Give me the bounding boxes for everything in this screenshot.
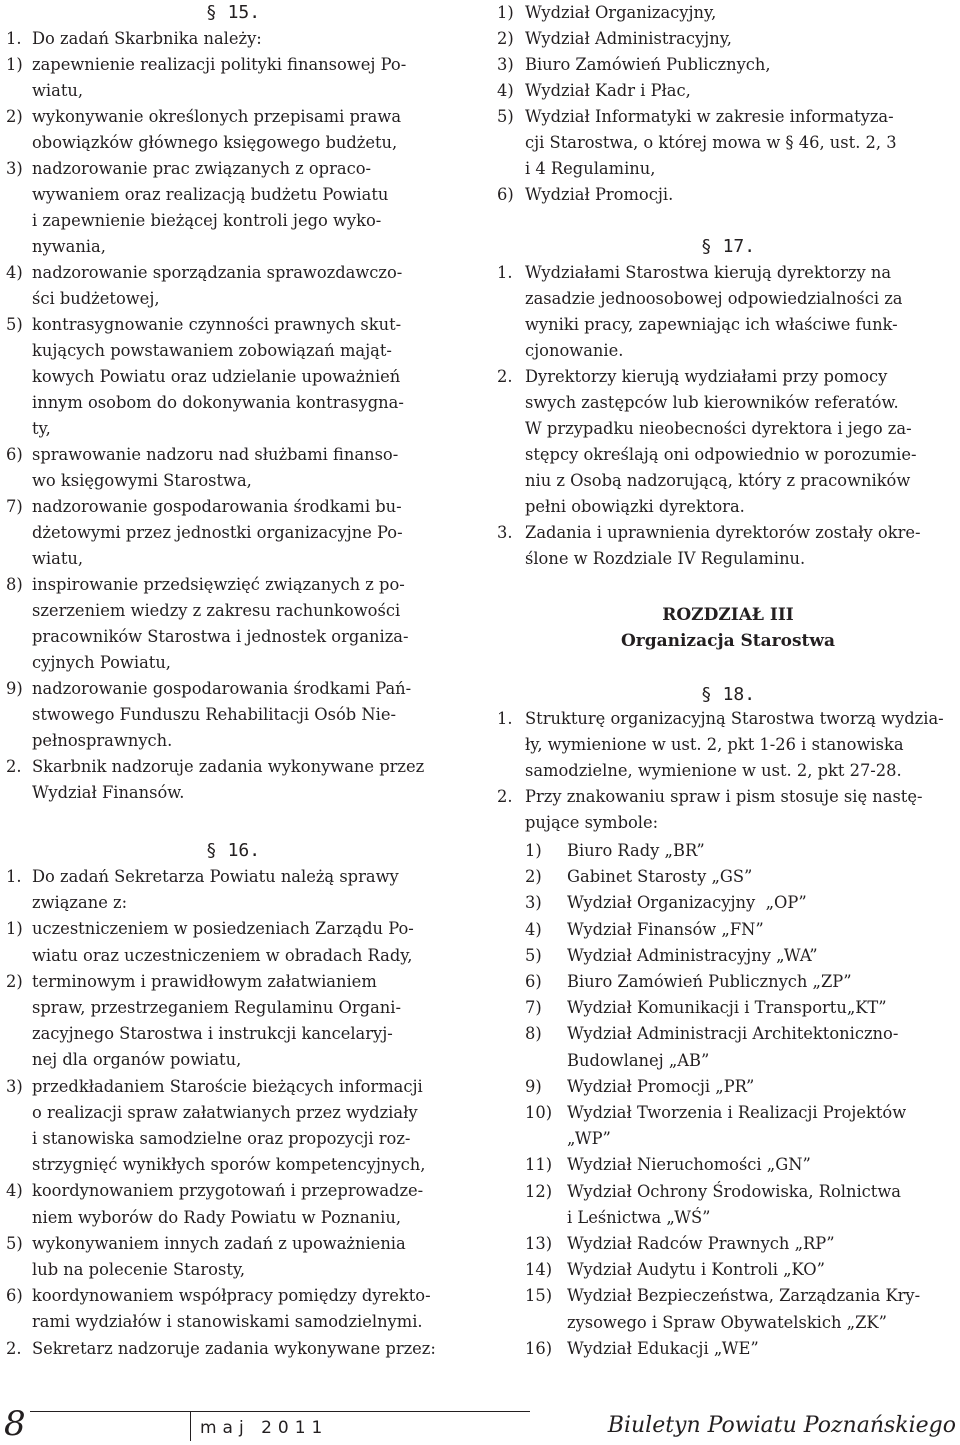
text-line: związane z: — [32, 893, 128, 913]
text-line: zapewnienie realizacji polityki finansowej Po- — [32, 55, 407, 74]
text-line: ślone w Rozdziale IV Regulaminu. — [525, 549, 806, 568]
footer-rule — [30, 1411, 530, 1412]
text-line: sprawowanie nadzoru nad służbami finanso- — [32, 445, 399, 464]
item-number: 6) — [6, 1286, 23, 1306]
text-line: Budowlanej „AB” — [567, 1050, 710, 1070]
text-line: o realizacji spraw załatwianych przez wydziały — [32, 1102, 418, 1122]
text-line: Do zadań Skarbnika należy: — [32, 29, 262, 48]
item-number: 2. — [497, 367, 513, 386]
item-number: 1. — [497, 263, 513, 282]
text-line: „WP” — [567, 1129, 611, 1149]
item-number: 9) — [6, 679, 23, 698]
item-number: 2) — [6, 107, 23, 126]
text-line: zysowego i Spraw Obywatelskich „ZK” — [567, 1312, 887, 1332]
text-line: przedkładaniem Staroście bieżących informacji — [32, 1076, 423, 1096]
item-number: 3) — [525, 893, 542, 913]
text-line: koordynowaniem współpracy pomiędzy dyrekto- — [32, 1286, 431, 1306]
item-number: 14) — [525, 1260, 553, 1280]
text-line: Strukturę organizacyjną Starostwa tworzą wydzia- — [525, 709, 944, 728]
text-line: i stanowiska samodzielne oraz propozycji roz- — [32, 1129, 411, 1148]
item-number: 2) — [6, 971, 23, 991]
text-line: Wydział Kadr i Płac, — [525, 81, 691, 100]
text-line: koordynowaniem przygotowań i przeprowadze- — [32, 1181, 424, 1201]
text-line: Wydział Informatyki w zakresie informatyza- — [525, 107, 894, 126]
section-heading-18: § 18. — [700, 684, 756, 705]
text-line: ty, — [32, 419, 51, 438]
text-line: kontrasygnowanie czynności prawnych skut- — [32, 315, 402, 334]
text-line: Wydział Promocji. — [525, 185, 674, 204]
text-line: ści budżetowej, — [32, 289, 160, 308]
text-line: Wydział Organizacyjny „OP” — [567, 893, 807, 913]
text-line: Wydział Administracji Architektoniczno- — [567, 1024, 899, 1044]
text-line: W przypadku nieobecności dyrektora i jego za- — [525, 419, 912, 438]
text-line: Wydział Promocji „PR” — [567, 1076, 755, 1096]
item-number: 1. — [6, 29, 22, 48]
item-number: 1) — [525, 841, 542, 860]
text-line: Wydział Organizacyjny, — [525, 3, 717, 22]
text-line: Sekretarz nadzoruje zadania wykonywane przez: — [32, 1338, 436, 1358]
text-line: Wydział Administracyjny „WA” — [567, 945, 818, 965]
item-number: 6) — [497, 185, 514, 204]
item-number: 5) — [6, 315, 23, 334]
text-line: i zapewnienie bieżącej kontroli jego wyko- — [32, 211, 382, 230]
text-line: Skarbnik nadzoruje zadania wykonywane przez — [32, 757, 425, 776]
text-line: Wydział Ochrony Środowiska, Rolnictwa — [567, 1181, 901, 1201]
text-line: ły, wymienione w ust. 2, pkt 1-26 i stanowiska — [525, 735, 904, 754]
item-number: 3) — [6, 1076, 23, 1096]
text-line: nadzorowanie sporządzania sprawozdawczo- — [32, 263, 403, 282]
item-number: 1. — [6, 867, 22, 886]
text-line: Wydział Finansów. — [32, 783, 185, 802]
item-number: 2. — [6, 757, 22, 776]
item-number: 1) — [497, 3, 514, 22]
text-line: cyjnych Powiatu, — [32, 653, 171, 672]
text-line: i Leśnictwa „WŚ” — [567, 1207, 711, 1227]
text-line: Wydział Audytu i Kontroli „KO” — [567, 1260, 825, 1280]
text-line: innym osobom do dokonywania kontrasygna- — [32, 393, 404, 412]
item-number: 6) — [6, 445, 23, 464]
text-line: Przy znakowaniu spraw i pism stosuje się nastę- — [525, 787, 923, 806]
item-number: 3) — [497, 55, 514, 74]
text-line: inspirowanie przedsięwzięć związanych z po- — [32, 575, 405, 594]
text-line: rami wydziałów i stanowiskami samodzielnymi. — [32, 1312, 423, 1332]
item-number: 7) — [525, 998, 542, 1018]
item-number: 15) — [525, 1286, 553, 1306]
item-number: 10) — [525, 1103, 553, 1122]
text-line: pracowników Starostwa i jednostek organiza- — [32, 627, 409, 646]
chapter-title: ROZDZIAŁ III — [662, 605, 794, 625]
text-line: wyniki pracy, zapewniając ich właściwe funk- — [525, 315, 898, 334]
item-number: 4) — [497, 81, 514, 100]
text-line: Gabinet Starosty „GS” — [567, 867, 753, 887]
text-line: Wydział Nieruchomości „GN” — [567, 1155, 811, 1175]
section-heading-15: § 15. — [205, 2, 261, 23]
text-line: Wydział Bezpieczeństwa, Zarządzania Kry- — [567, 1286, 921, 1306]
text-line: Do zadań Sekretarza Powiatu należą sprawy — [32, 867, 399, 886]
text-line: Dyrektorzy kierują wydziałami przy pomocy — [525, 367, 888, 386]
text-line: kowych Powiatu oraz udzielanie upoważnień — [32, 367, 401, 386]
text-line: wiatu oraz uczestniczeniem w obradach Rady, — [32, 945, 413, 965]
text-line: kujących powstawaniem zobowiązań mająt- — [32, 341, 392, 360]
page-number: 8 — [4, 1404, 26, 1444]
text-line: Wydział Radców Prawnych „RP” — [567, 1234, 835, 1253]
footer-divider — [190, 1411, 191, 1441]
item-number: 1) — [6, 55, 23, 74]
text-line: niem wyborów do Rady Powiatu w Poznaniu, — [32, 1207, 402, 1227]
text-line: strzygnięć wynikłych sporów kompetencyjnych, — [32, 1155, 426, 1175]
text-line: uczestniczeniem w posiedzeniach Zarządu Po- — [32, 919, 414, 939]
text-line: swych zastępców lub kierowników referatów. — [525, 393, 899, 412]
text-line: Wydziałami Starostwa kierują dyrektorzy na — [525, 263, 892, 282]
text-line: pełnosprawnych. — [32, 731, 173, 750]
item-number: 2) — [525, 867, 542, 887]
item-number: 6) — [525, 972, 542, 991]
item-number: 5) — [525, 945, 542, 965]
item-number: 2. — [6, 1338, 22, 1358]
item-number: 7) — [6, 497, 23, 516]
text-line: terminowym i prawidłowym załatwianiem — [32, 971, 377, 991]
journal-title: Biuletyn Powiatu Poznańskiego — [607, 1413, 956, 1438]
text-line: dżetowymi przez jednostki organizacyjne Po- — [32, 523, 403, 542]
text-line: nywania, — [32, 237, 106, 256]
text-line: cjonowanie. — [525, 341, 624, 360]
text-line: wo księgowymi Starostwa, — [32, 471, 252, 490]
text-line: nadzorowanie gospodarowania środkami Pań- — [32, 679, 412, 698]
text-line: nadzorowanie prac związanych z opraco- — [32, 159, 371, 178]
text-line: Wydział Komunikacji i Transportu„KT” — [567, 998, 887, 1018]
text-line: nej dla organów powiatu, — [32, 1050, 242, 1070]
text-line: niu z Osobą nadzorującą, który z pracowników — [525, 471, 911, 490]
text-line: Biuro Zamówień Publicznych „ZP” — [567, 972, 852, 991]
item-number: 4) — [6, 1181, 23, 1201]
text-line: spraw, przestrzeganiem Regulaminu Organi- — [32, 998, 401, 1017]
text-line: Wydział Administracyjny, — [525, 29, 732, 48]
text-line: zacyjnego Starostwa i instrukcji kancelaryj- — [32, 1024, 393, 1044]
text-line: nadzorowanie gospodarowania środkami bu- — [32, 497, 402, 516]
item-number: 16) — [525, 1338, 553, 1358]
text-line: wiatu, — [32, 81, 84, 100]
text-line: i 4 Regulaminu, — [525, 159, 656, 178]
text-line: Wydział Edukacji „WE” — [567, 1338, 759, 1358]
text-line: cji Starostwa, o której mowa w § 46, ust. 2, 3 — [525, 133, 897, 152]
item-number: 5) — [6, 1233, 23, 1253]
item-number: 1. — [497, 709, 513, 728]
section-heading-16: § 16. — [205, 840, 261, 861]
section-heading-17: § 17. — [700, 236, 756, 257]
item-number: 9) — [525, 1076, 542, 1096]
text-line: wykonywanie określonych przepisami prawa — [32, 107, 402, 126]
text-line: zasadzie jednoosobowej odpowiedzialności za — [525, 289, 903, 308]
text-line: Zadania i uprawnienia dyrektorów zostały okre- — [525, 523, 921, 542]
item-number: 4) — [6, 263, 23, 282]
item-number: 13) — [525, 1234, 553, 1253]
item-number: 8) — [6, 575, 23, 594]
item-number: 8) — [525, 1024, 542, 1044]
text-line: pełni obowiązki dyrektora. — [525, 497, 745, 516]
item-number: 11) — [525, 1155, 553, 1175]
item-number: 3) — [6, 159, 23, 178]
text-line: Biuro Zamówień Publicznych, — [525, 55, 771, 74]
item-number: 3. — [497, 523, 513, 542]
text-line: Wydział Finansów „FN” — [567, 919, 764, 939]
chapter-subtitle: Organizacja Starostwa — [620, 631, 836, 651]
item-number: 1) — [6, 919, 23, 939]
item-number: 5) — [497, 107, 514, 126]
item-number: 4) — [525, 919, 542, 939]
item-number: 12) — [525, 1181, 553, 1201]
text-line: wykonywaniem innych zadań z upoważnienia — [32, 1233, 406, 1253]
text-line: wiatu, — [32, 549, 84, 568]
text-line: stwowego Funduszu Rehabilitacji Osób Nie- — [32, 705, 396, 724]
item-number: 2) — [497, 29, 514, 48]
item-number: 2. — [497, 787, 513, 806]
text-line: samodzielne, wymienione w ust. 2, pkt 27-28. — [525, 761, 902, 780]
text-line: Biuro Rady „BR” — [567, 841, 705, 860]
text-line: wywaniem oraz realizacją budżetu Powiatu — [32, 185, 389, 204]
text-line: pujące symbole: — [525, 813, 659, 832]
text-line: Wydział Tworzenia i Realizacji Projektów — [567, 1103, 907, 1122]
text-line: lub na polecenie Starosty, — [32, 1260, 246, 1279]
issue-date: maj 2011 — [200, 1418, 329, 1438]
text-line: szerzeniem wiedzy z zakresu rachunkowości — [32, 601, 401, 620]
text-line: obowiązków głównego księgowego budżetu, — [32, 133, 398, 152]
text-line: stępcy określają oni odpowiednio w porozumie- — [525, 445, 917, 464]
